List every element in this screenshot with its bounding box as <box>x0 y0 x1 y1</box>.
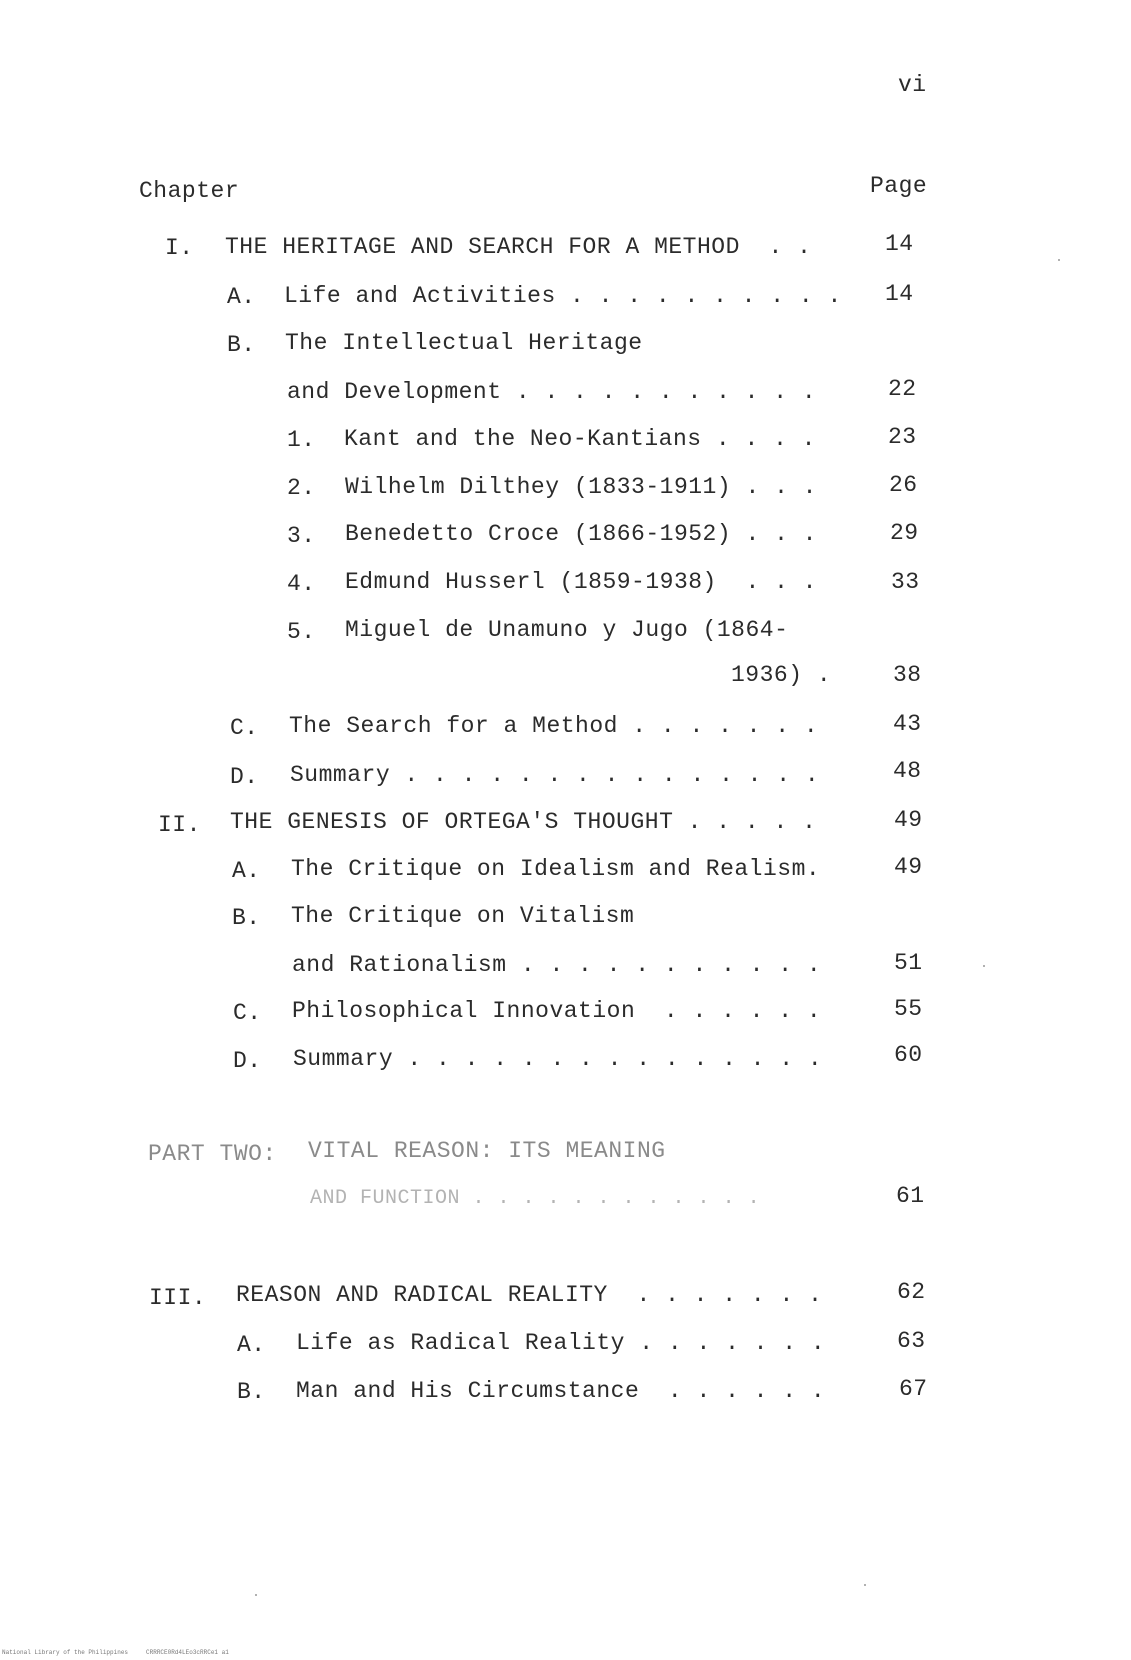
section-1b-title: The Intellectual Heritage <box>285 330 643 356</box>
section-2b-label: B. <box>232 905 261 931</box>
section-2d-label: D. <box>233 1048 262 1074</box>
chapter-2-title: THE GENESIS OF ORTEGA'S THOUGHT . . . . . <box>230 809 817 835</box>
item-1b5-title-cont: 1936) . <box>731 662 832 688</box>
chapter-3-number: III. <box>149 1285 207 1311</box>
section-3b-label: B. <box>237 1379 266 1405</box>
section-2b-title: The Critique on Vitalism <box>291 903 635 929</box>
section-1c-page: 43 <box>893 711 922 737</box>
item-1b1-number: 1. <box>287 427 316 453</box>
section-1b-title-cont: and Development . . . . . . . . . . . <box>287 379 817 405</box>
section-2a-label: A. <box>232 858 261 884</box>
section-2b-page: 51 <box>894 950 923 976</box>
section-2c-page: 55 <box>894 996 923 1022</box>
scan-speck <box>983 965 985 967</box>
item-1b2-page: 26 <box>889 472 918 498</box>
scan-speck <box>1058 259 1060 261</box>
section-2a-title: The Critique on Idealism and Realism. <box>291 856 821 882</box>
section-3a-title: Life as Radical Reality . . . . . . . <box>296 1330 826 1356</box>
section-1b-label: B. <box>227 332 256 358</box>
section-3a-label: A. <box>237 1332 266 1358</box>
part-two-label: PART TWO: <box>148 1141 277 1167</box>
item-1b5-number: 5. <box>287 619 316 645</box>
chapter-1-number: I. <box>165 235 194 261</box>
section-1d-title: Summary . . . . . . . . . . . . . . . <box>290 762 820 788</box>
section-2a-page: 49 <box>894 854 923 880</box>
chapter-1-title: THE HERITAGE AND SEARCH FOR A METHOD . . <box>225 234 812 260</box>
section-2c-title: Philosophical Innovation . . . . . . <box>292 998 822 1024</box>
chapter-1-page: 14 <box>885 231 914 257</box>
part-two-page: 61 <box>896 1183 925 1209</box>
part-two-title-cont: AND FUNCTION . . . . . . . . . . . . <box>310 1187 761 1210</box>
item-1b1-title: Kant and the Neo-Kantians . . . . <box>344 426 816 452</box>
page-number: vi <box>898 72 927 98</box>
item-1b3-number: 3. <box>287 523 316 549</box>
item-1b1-page: 23 <box>888 424 917 450</box>
chapter-3-title: REASON AND RADICAL REALITY . . . . . . . <box>236 1282 823 1308</box>
chapter-header: Chapter <box>139 178 240 204</box>
section-1c-title: The Search for a Method . . . . . . . <box>289 713 819 739</box>
section-3b-page: 67 <box>899 1376 928 1402</box>
section-1a-label: A. <box>227 284 256 310</box>
scan-speck <box>255 1594 257 1596</box>
item-1b5-page: 38 <box>893 662 922 688</box>
section-1d-page: 48 <box>893 758 922 784</box>
chapter-3-page: 62 <box>897 1279 926 1305</box>
item-1b2-number: 2. <box>287 475 316 501</box>
section-1a-page: 14 <box>885 281 914 307</box>
scan-footer: National Library of the Philippines CRRRCE0Rd4LEo3cRRCe1 a1 <box>2 1649 229 1656</box>
chapter-2-number: II. <box>158 812 201 838</box>
section-3a-page: 63 <box>897 1328 926 1354</box>
item-1b5-title: Miguel de Unamuno y Jugo (1864- <box>345 617 789 643</box>
part-two-title: VITAL REASON: ITS MEANING <box>308 1138 666 1164</box>
section-2b-title-cont: and Rationalism . . . . . . . . . . . <box>292 952 822 978</box>
chapter-2-page: 49 <box>894 807 923 833</box>
item-1b2-title: Wilhelm Dilthey (1833-1911) . . . <box>345 474 817 500</box>
section-2d-title: Summary . . . . . . . . . . . . . . . <box>293 1046 823 1072</box>
item-1b4-title: Edmund Husserl (1859-1938) . . . <box>345 569 817 595</box>
section-1b-page: 22 <box>888 376 917 402</box>
item-1b3-page: 29 <box>890 520 919 546</box>
item-1b3-title: Benedetto Croce (1866-1952) . . . <box>345 521 817 547</box>
section-1c-label: C. <box>230 715 259 741</box>
section-1a-title: Life and Activities . . . . . . . . . . <box>284 283 842 309</box>
item-1b4-number: 4. <box>287 571 316 597</box>
scan-speck <box>864 1584 866 1586</box>
section-3b-title: Man and His Circumstance . . . . . . <box>296 1378 826 1404</box>
section-2d-page: 60 <box>894 1042 923 1068</box>
section-1d-label: D. <box>230 764 259 790</box>
page-header: Page <box>870 173 928 199</box>
item-1b4-page: 33 <box>891 569 920 595</box>
section-2c-label: C. <box>233 1000 262 1026</box>
